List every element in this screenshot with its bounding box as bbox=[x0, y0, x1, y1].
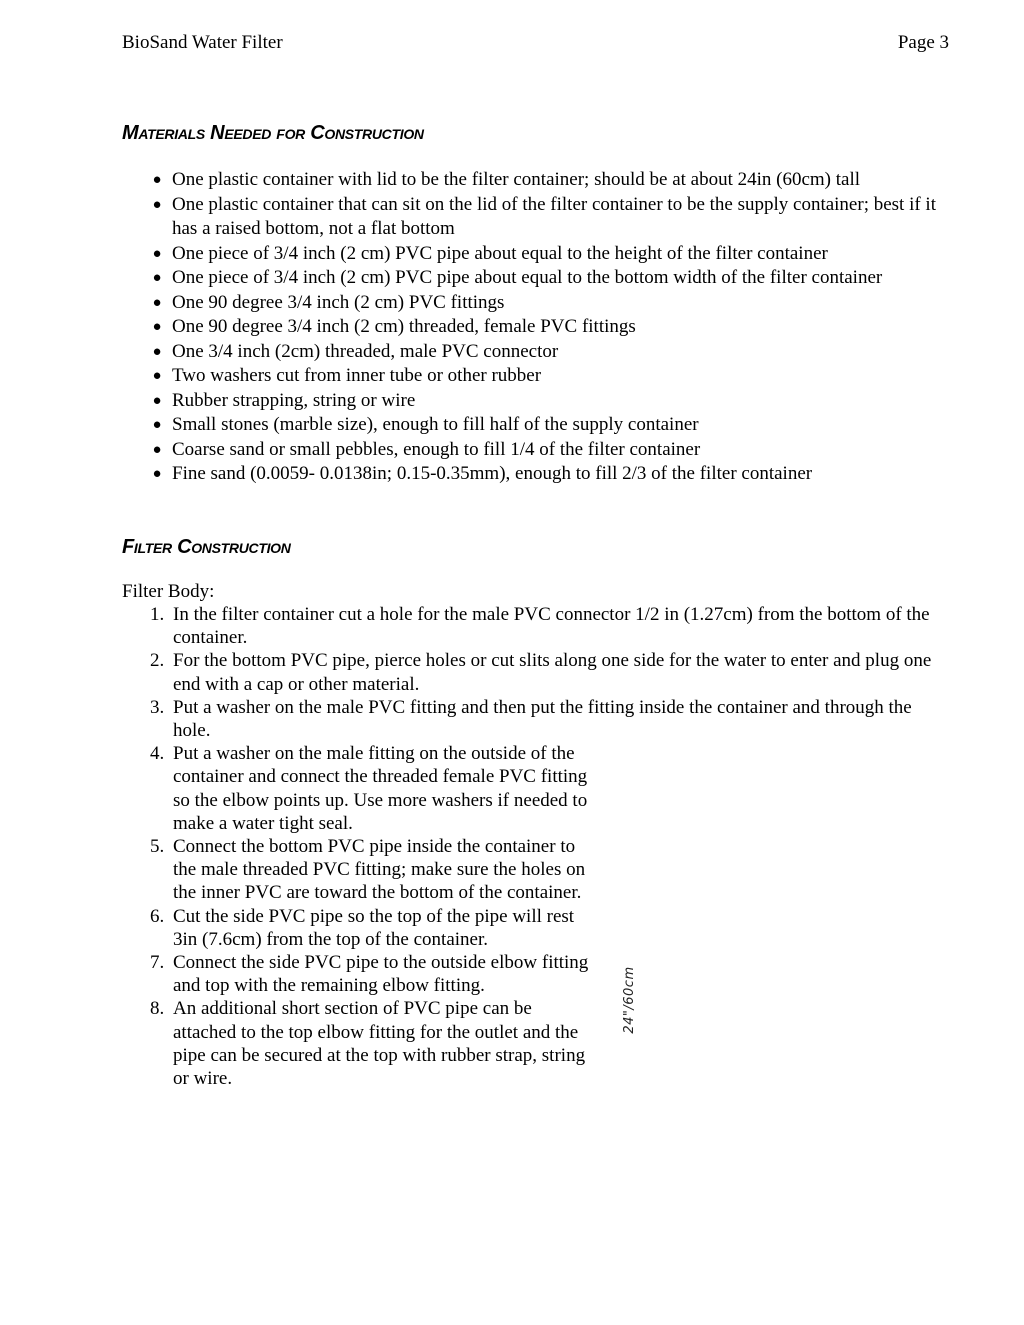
step-number: 7. bbox=[150, 952, 165, 974]
step-item bbox=[150, 835, 598, 905]
bullet-icon: ● bbox=[152, 294, 162, 311]
step-item bbox=[150, 997, 598, 1090]
list-item-text: Small stones (marble size), enough to fill half of the supply container bbox=[172, 414, 699, 435]
step-item bbox=[150, 905, 598, 951]
step-item bbox=[150, 742, 598, 835]
page-header-title: BioSand Water Filter bbox=[122, 32, 283, 53]
bullet-icon: ● bbox=[152, 196, 162, 213]
list-item bbox=[150, 364, 940, 389]
list-item-text: One 3/4 inch (2cm) threaded, male PVC connector bbox=[172, 340, 559, 362]
step-number: 5. bbox=[150, 836, 165, 858]
list-item-text: Rubber strapping, string or wire bbox=[172, 389, 416, 411]
step-text: Connect the bottom PVC pipe inside the container to the male threaded PVC fitting; make sure the holes on the inner PVC are toward the bottom of the container. bbox=[173, 836, 586, 904]
list-item bbox=[150, 462, 940, 487]
step-number: 8. bbox=[150, 998, 165, 1020]
list-item bbox=[150, 193, 940, 242]
list-item-text: One piece of 3/4 inch (2 cm) PVC pipe about equal to the height of the filter container bbox=[172, 242, 828, 264]
figure-dimension-annotation: 24"/60cm bbox=[622, 966, 637, 1034]
step-number: 3. bbox=[150, 696, 165, 718]
list-item-text: One 90 degree 3/4 inch (2 cm) PVC fittings bbox=[172, 291, 505, 313]
list-item-text: One plastic container with lid to be the filter container; should be at about 24in (60cm) tall bbox=[172, 169, 861, 190]
step-number: 6. bbox=[150, 905, 165, 927]
bullet-icon: ● bbox=[152, 172, 162, 188]
list-item bbox=[150, 168, 940, 193]
list-item-text: Fine sand (0.0059- 0.0138in; 0.15-0.35mm), enough to fill 2/3 of the filter container bbox=[172, 463, 813, 484]
list-item bbox=[150, 242, 940, 267]
list-item bbox=[150, 389, 940, 414]
list-item bbox=[150, 315, 940, 340]
step-text: Put a washer on the male PVC fitting and then put the fitting inside the container and through the hole. bbox=[173, 696, 912, 742]
bullet-icon: ● bbox=[152, 368, 162, 384]
step-item bbox=[150, 649, 953, 695]
step-item bbox=[150, 696, 953, 742]
bullet-icon: ● bbox=[152, 245, 162, 262]
step-text: Put a washer on the male fitting on the outside of the container and connect the threaded female PVC fitting so the elbow points up. Use more washers if needed to make a water tight seal. bbox=[173, 743, 588, 834]
section-heading-materials: Materials Needed for Construction bbox=[122, 122, 424, 144]
subsection-label-filter-body: Filter Body: bbox=[122, 581, 215, 602]
bullet-icon: ● bbox=[152, 392, 162, 409]
list-item-text: One plastic container that can sit on the lid of the filter container to be the supply container; best if it has a raised bottom, not a flat bottom bbox=[172, 193, 936, 239]
list-item bbox=[150, 413, 940, 438]
bullet-icon: ● bbox=[152, 270, 162, 286]
step-number: 4. bbox=[150, 743, 165, 765]
list-item bbox=[150, 291, 940, 316]
list-item bbox=[150, 438, 940, 463]
step-text: Cut the side PVC pipe so the top of the pipe will rest 3in (7.6cm) from the top of the container. bbox=[173, 905, 575, 950]
step-number: 2. bbox=[150, 650, 165, 672]
step-text: For the bottom PVC pipe, pierce holes or cut slits along one side for the water to enter and plug one end with a cap or other material. bbox=[173, 650, 932, 695]
step-text: In the filter container cut a hole for the male PVC connector 1/2 in (1.27cm) from the bottom of the container. bbox=[173, 604, 930, 649]
list-item-text: Two washers cut from inner tube or other rubber bbox=[172, 365, 542, 386]
step-text: An additional short section of PVC pipe can be attached to the top elbow fitting for the outlet and the pipe can be secured at the top with rubber strap, string or wire. bbox=[173, 998, 586, 1090]
bullet-icon: ● bbox=[152, 417, 162, 433]
page-number: Page 3 bbox=[897, 32, 949, 53]
bullet-icon: ● bbox=[152, 319, 162, 335]
list-item-text: One piece of 3/4 inch (2 cm) PVC pipe about equal to the bottom width of the filter container bbox=[172, 267, 883, 288]
section-heading-construction: Filter Construction bbox=[122, 536, 291, 558]
materials-list bbox=[150, 168, 940, 487]
step-item bbox=[150, 951, 598, 997]
bullet-icon: ● bbox=[152, 441, 162, 458]
list-item bbox=[150, 266, 940, 291]
step-number: 1. bbox=[150, 604, 165, 625]
list-item-text: One 90 degree 3/4 inch (2 cm) threaded, female PVC fittings bbox=[172, 316, 636, 337]
list-item bbox=[150, 340, 940, 365]
list-item-text: Coarse sand or small pebbles, enough to fill 1/4 of the filter container bbox=[172, 438, 701, 460]
bullet-icon: ● bbox=[152, 343, 162, 360]
step-item bbox=[150, 603, 953, 649]
construction-steps-list bbox=[150, 603, 953, 1090]
step-text: Connect the side PVC pipe to the outside elbow fitting and top with the remaining elbow fitting. bbox=[173, 952, 589, 997]
bullet-icon: ● bbox=[152, 466, 162, 482]
